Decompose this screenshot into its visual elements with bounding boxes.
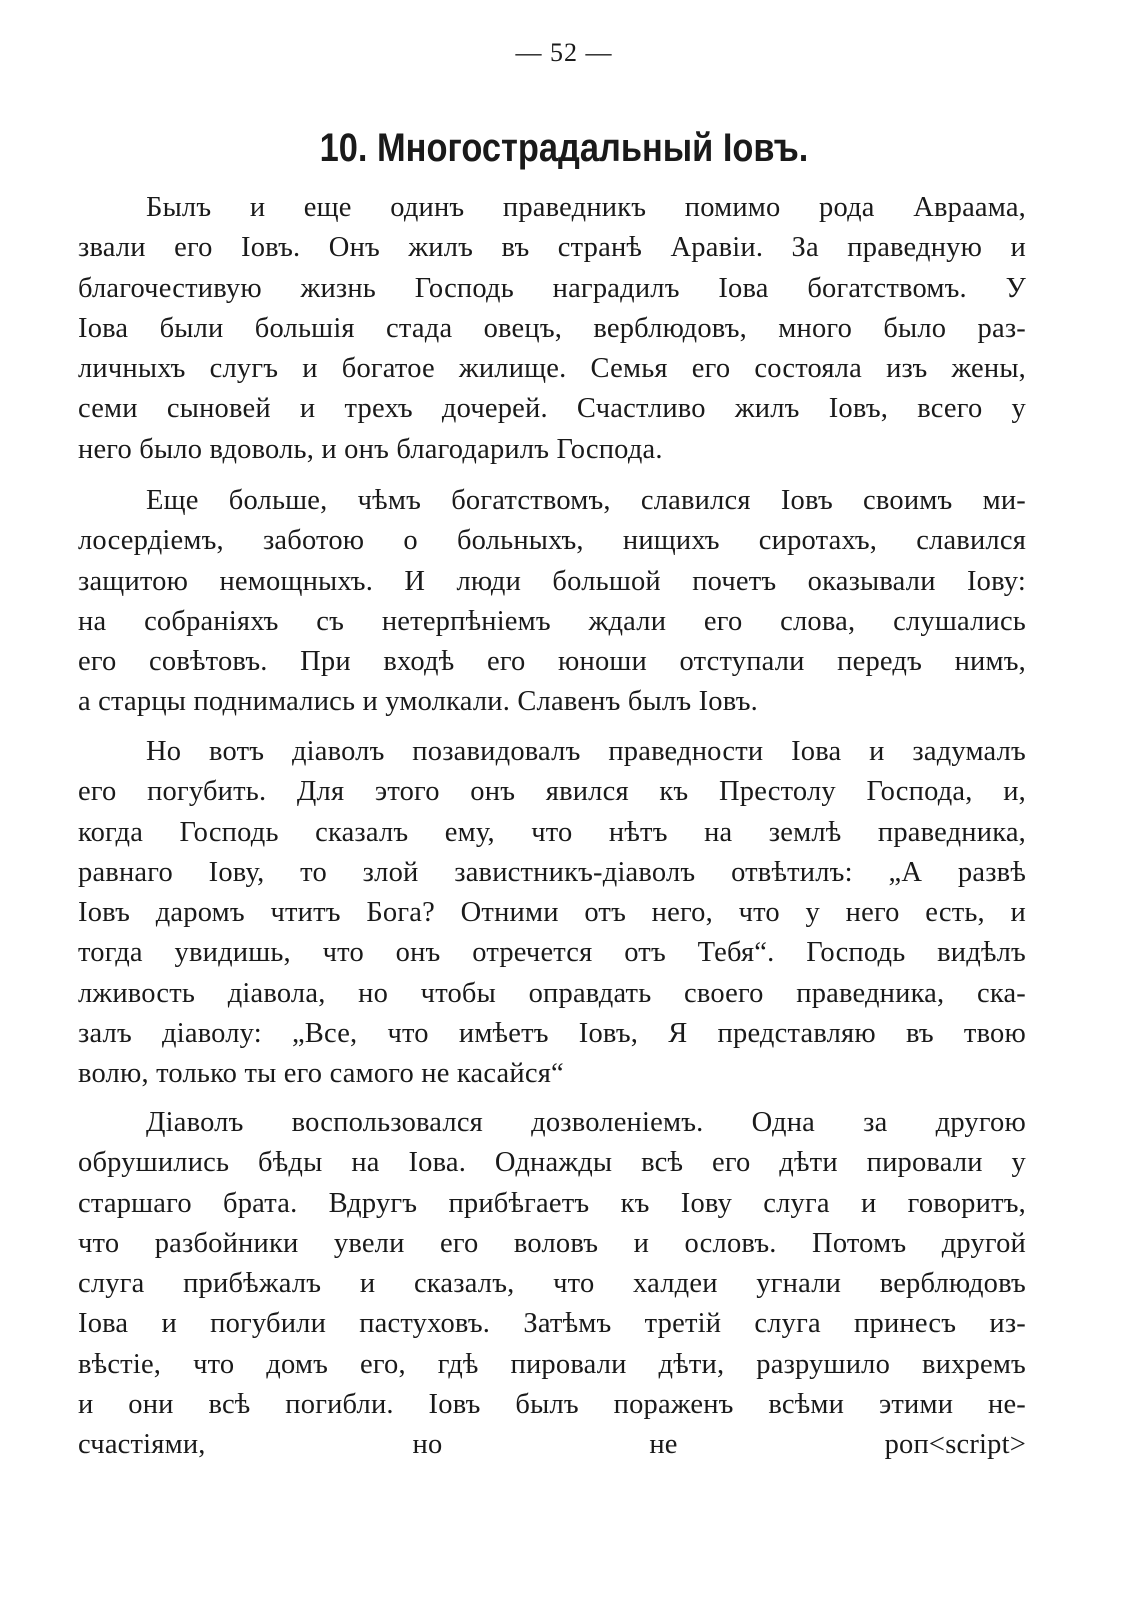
text-line: Іова были большія стада овецъ, верблюдовъ, много было раз- <box>78 312 1026 344</box>
text-line: и они всѣ погибли. Іовъ былъ пораженъ всѣми этими не- <box>78 1389 1026 1421</box>
text-line: Іова и погубили пастуховъ. Затѣмъ третій слуга принесъ из- <box>78 1308 1026 1340</box>
text-line: его погубить. Для этого онъ явился къ Престолу Господа, и, <box>78 776 1026 808</box>
text-line: благочестивую жизнь Господь наградилъ Іова богатствомъ. У <box>78 272 1026 304</box>
text-line: когда Господь сказалъ ему, что нѣтъ на землѣ праведника, <box>78 816 1026 848</box>
text-line: слуга прибѣжалъ и сказалъ, что халдеи угнали верблюдовъ <box>78 1268 1026 1300</box>
text-line: обрушились бѣды на Іова. Однажды всѣ его дѣти пировали у <box>78 1147 1026 1179</box>
text-line: счастіями, но не роп<script> <box>78 1429 1026 1461</box>
text-line: Діаволъ воспользовался дозволеніемъ. Одна за другою <box>146 1107 1026 1138</box>
paragraph-1 <box>78 188 1026 470</box>
paragraph-2 <box>78 481 1026 723</box>
text-line: Еще больше, чѣмъ богатствомъ, славился Іовъ своимъ ми- <box>146 485 1026 516</box>
text-line: его совѣтовъ. При входѣ его юноши отступали передъ нимъ, <box>78 646 1026 678</box>
text-line: защитою немощныхъ. И люди большой почетъ оказывали Іову: <box>78 565 1026 597</box>
chapter-title: 10. Многострадальный Іовъ. <box>319 126 809 170</box>
text-line: старшаго брата. Вдругъ прибѣгаетъ къ Іову слуга и говоритъ, <box>78 1187 1026 1219</box>
text-line: личныхъ слугъ и богатое жилище. Семья его состояла изъ жены, <box>78 353 1026 385</box>
text-line: лживость діавола, но чтобы оправдать своего праведника, ска- <box>78 977 1026 1009</box>
paragraph-3 <box>78 732 1026 1095</box>
text-line: на собраніяхъ съ нетерпѣніемъ ждали его слова, слушались <box>78 605 1026 637</box>
text-line: Былъ и еще одинъ праведникъ помимо рода Авраама, <box>146 192 1026 223</box>
text-line: лосердіемъ, заботою о больныхъ, нищихъ сиротахъ, славился <box>78 525 1026 557</box>
text-line: волю, только ты его самого не касайся“ <box>78 1058 564 1090</box>
text-line: равнаго Іову, то злой завистникъ-діаволъ отвѣтилъ: „А развѣ <box>78 856 1026 888</box>
text-line: Іовъ даромъ чтитъ Бога? Отними отъ него, что у него есть, и <box>78 897 1026 929</box>
paragraph-4 <box>78 1103 1026 1466</box>
text-line: семи сыновей и трехъ дочерей. Счастливо жилъ Іовъ, всего у <box>78 393 1026 425</box>
text-line: что разбойники увели его воловъ и ословъ. Потомъ другой <box>78 1227 1026 1259</box>
text-line: звали его Іовъ. Онъ жилъ въ странѣ Аравіи. За праведную и <box>78 232 1026 264</box>
text-line: тогда увидишь, что онъ отречется отъ Тебя“. Господь видѣлъ <box>78 937 1026 969</box>
text-line: залъ діаволу: „Все, что имѣетъ Іовъ, Я представляю въ твою <box>78 1018 1026 1050</box>
text-line: Но вотъ діаволъ позавидовалъ праведности Іова и задумалъ <box>146 736 1026 767</box>
text-line: него было вдоволь, и онъ благодарилъ Господа. <box>78 433 663 465</box>
text-line: а старцы поднимались и умолкали. Славенъ былъ Іовъ. <box>78 686 758 718</box>
text-line: вѣстіе, что домъ его, гдѣ пировали дѣти, разрушило вихремъ <box>78 1348 1026 1380</box>
page-number: — 52 — <box>515 38 613 67</box>
